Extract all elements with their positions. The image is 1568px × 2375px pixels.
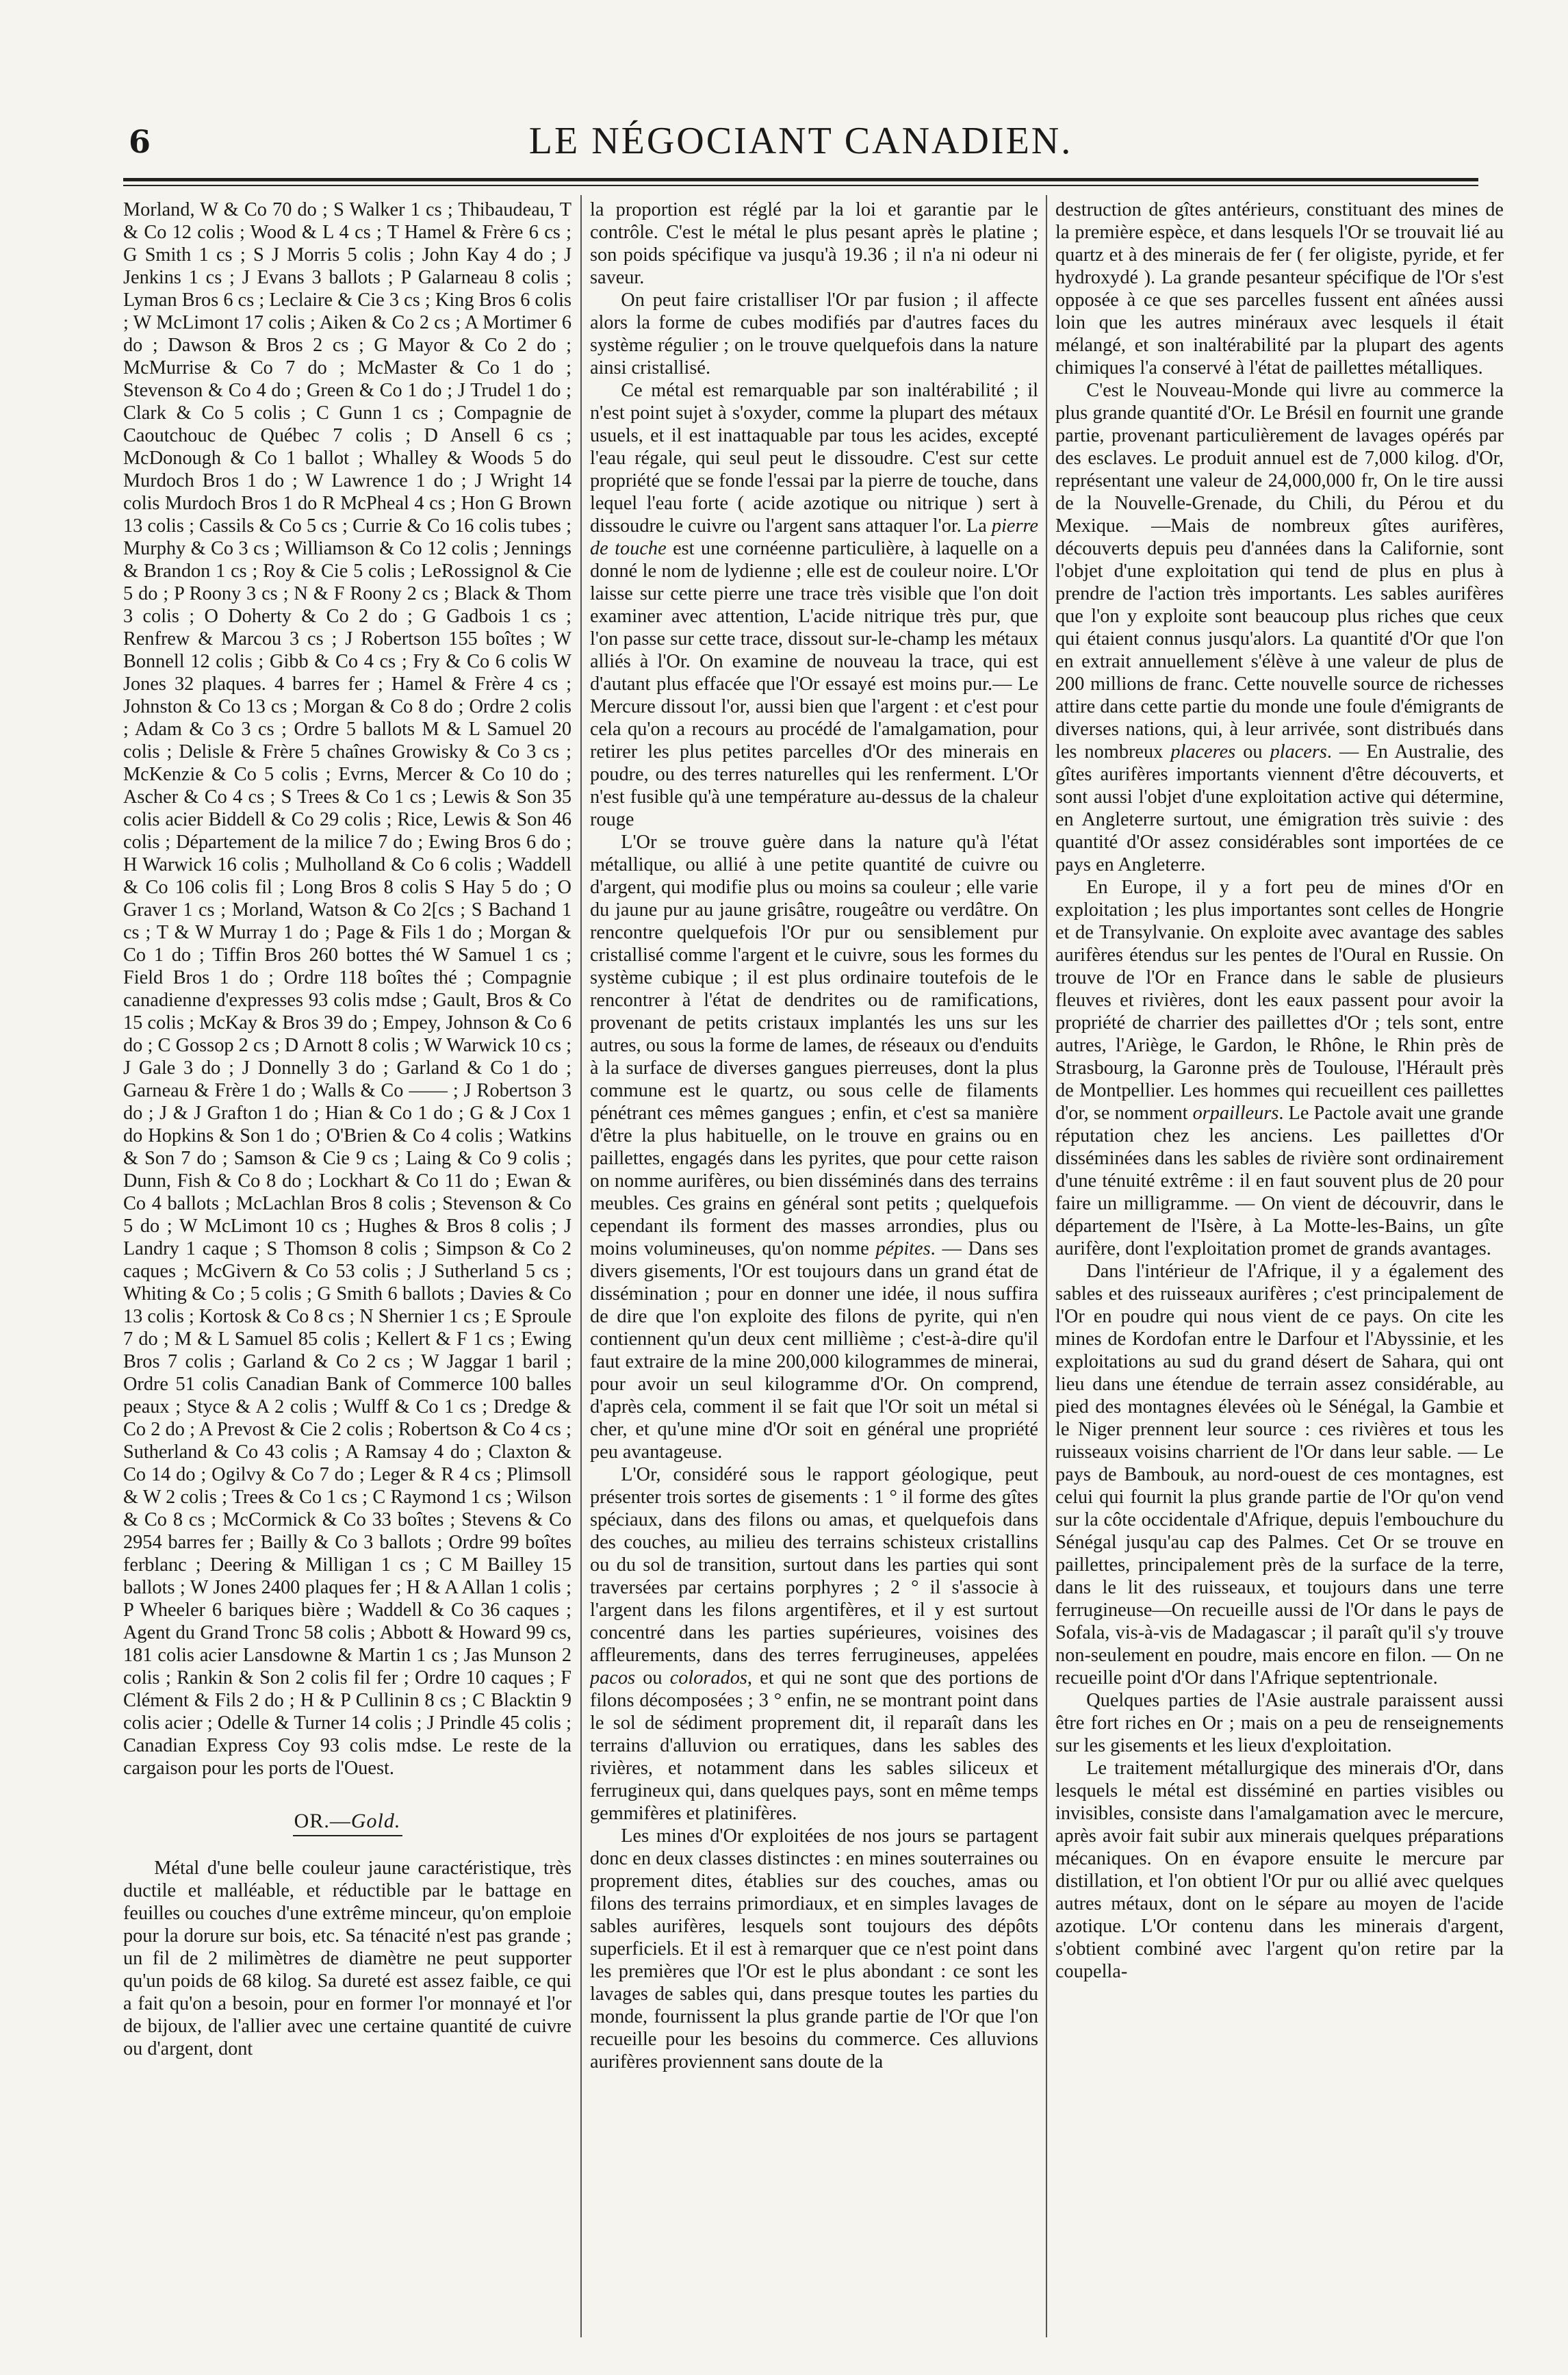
journal-title: LE NÉGOCIANT CANADIEN. — [528, 120, 1073, 162]
paragraph: L'Or se trouve guère dans la nature qu'à l'état métallique, ou allié à une petite quantité de cuivre ou d'argent, qui modifie plus ou moins sa couleur ; elle varie du jaune pur au jaune grisâtre, rougeâtre ou verdâtre. On rencontre quelquefois l'Or pur ou sensiblement pur cristallisé comme l'argent et le cuivre, sous les formes du système cubique ; il est plus ordinaire toutefois de le rencontrer à l'état de dendrites ou de ramifications, provenant de petits cristaux implantés les uns sur les autres, ou sous la forme de lames, de réseaux ou d'enduits à la surface de diverses gangues pierreuses, dont la plus commune est le quartz, ou sous celle de filaments pénétrant ces mêmes gangues ; enfin, et c'est sa manière d'être la plus habituelle, on le trouve en grains ou en paillettes, engagés dans les pyrites, que pour cette raison on nomme aurifères, ou bien disséminés dans des terrains meubles. Ces grains en général sont petits ; quelquefois cependant ils forment des masses arrondies, plus ou moins volumineuses, qu'on nomme pépites. — Dans ses divers gisements, l'Or est toujours dans un grand état de dissémination ; pour en donner une idée, il nous suffira de dire que l'on exploite des filons de pyrite, qui n'en contiennent qu'un deux cent millième ; c'est-à-dire qu'il faut extraire de la mine 200,000 kilogrammes de minerai, pour avoir un seul kilogramme d'Or. On comprend, d'après cela, comment il se fait que l'Or soit un métal si cher, et qu'une mine d'Or soit en général une propriété peu avantageuse. — [590, 832, 1038, 1463]
column-divider — [580, 195, 582, 2337]
paragraph: Dans l'intérieur de l'Afrique, il y a également des sables et des ruisseaux aurifères ; c'est principalement de l'Or en poudre qui nous vient de ce pays. On cite les mines de Kordofan entre le Darfour et l'Abyssinie, et les exploitations au sud du grand désert de Sahara, qui ont lieu dans une étendue de terrain assez considérable, au pied des montagnes élevées où le Sénégal, la Gambie et le Niger prennent leur source : ces rivières et tous les ruisseaux voisins charrient de l'Or dans leur sable. — Le pays de Bambouk, au nord-ouest de ces montagnes, est celui qui fournit la plus grande partie de l'Or qu'on vend sur la côte occidentale d'Afrique, depuis l'embouchure du Sénégal jusqu'au cap des Palmes. Cet Or se trouve en paillettes, principalement près de la surface de la terre, dans le lit des ruisseaux, et toujours dans une terre ferrugineuse—On recueille aussi de l'Or dans le pays de Sofala, vis-à-vis de Madagascar ; il paraît qu'il s'y trouve non-seulement en poudre, mais encore en filon. — On ne recueille point d'Or dans l'Afrique septentrionale. — [1055, 1261, 1504, 1689]
paragraph: Ce métal est remarquable par son inaltérabilité ; il n'est point sujet à s'oxyder, comme la plupart des métaux usuels, et il est inattaquable par tous les acides, excepté l'eau régale, qui seul peut le dissoudre. C'est sur cette propriété que se fonde l'essai par la pierre de touche, dans lequel l'eau forte ( acide azotique ou nitrique ) sert à dissoudre le cuivre ou l'argent sans attaquer l'or. La pierre de touche est une cornéenne particulière, à laquelle on a donné le nom de lydienne ; elle est de couleur noire. L'Or laisse sur cette pierre une trace très visible que l'on doit examiner avec attention, L'acide nitrique très pur, que l'on passe sur cette trace, dissout sur-le-champ les métaux alliés à l'Or. On examine de nouveau la trace, qui est d'autant plus effacée que l'Or essayé est moins pur.— Le Mercure dissout l'or, aussi bien que l'argent : et c'est pour cela qu'on a recours au procédé de l'amalgamation, pour retirer les plus petites parcelles d'Or des minerais en poudre, ou des terres naturelles qui les renferment. L'Or n'est fusible qu'à une température au-dessus de la chaleur rouge — [590, 380, 1038, 830]
paragraph: Quelques parties de l'Asie australe paraissent aussi être fort riches en Or ; mais on a peu de renseignements sur les gisements et les lieux d'exploitation. — [1055, 1690, 1504, 1756]
column-1 — [123, 198, 571, 2334]
italic-term: pépites — [875, 1238, 931, 1259]
section-heading — [123, 1810, 571, 1836]
italic-term: pierre de touche — [590, 515, 1038, 559]
paragraph: En Europe, il y a fort peu de mines d'Or en exploitation ; les plus importantes sont celles de Hongrie et de Transylvanie. On exploite avec avantage des sables aurifères étendus sur les pentes de l'Oural en Russie. On trouve de l'Or en France dans le sable de plusieurs fleuves et rivières, dont les eaux passent pour avoir la propriété de charrier des paillettes d'Or ; tels sont, entre autres, l'Ariège, le Gardon, le Rhône, le Rhin près de Strasbourg, la Garonne près de Toulouse, l'Hérault près de Montpellier. Les hommes qui recueillent ces paillettes d'or, se nomment orpailleurs. Le Pactole avait une grande réputation chez les anciens. Les paillettes d'Or disséminées dans les sables de rivière sont ordinairement d'une ténuité extrême : il en faut souvent plus de 20 pour faire un milligramme. — On vient de découvrir, dans le département de l'Isère, à La Motte-les-Bains, un gîte aurifère, dont l'exploitation promet de grands avantages. — [1055, 877, 1504, 1259]
section-title-english: Gold. — [350, 1810, 401, 1832]
heading-rule — [293, 1835, 402, 1836]
page-number: 6 — [129, 123, 151, 160]
column-3 — [1055, 198, 1504, 2334]
cargo-list: Morland, W & Co 70 do ; S Walker 1 cs ; Thibaudeau, T & Co 12 colis ; Wood & L 4 cs ; T Hamel & Frère 6 cs ; G Smith 1 cs ; S J Morris 5 colis ; John Kay 4 do ; J Jenkins 1 cs ; J Evans 3 ballots ; P Galarneau 8 colis ; Lyman Bros 6 cs ; Leclaire & Cie 3 cs ; King Bros 6 colis ; W McLimont 17 colis ; Aiken & Co 2 cs ; A Mortimer 6 do ; Dawson & Bros 2 cs ; G Mayor & Co 2 do ; McMurrise & Co 7 do ; McMaster & Co 1 do ; Stevenson & Co 4 do ; Green & Co 1 do ; J Trudel 1 do ; Clark & Co 5 colis ; C Gunn 1 cs ; Compagnie de Caoutchouc de Québec 7 colis ; D Ansell 6 cs ; McDonough & Co 1 ballot ; Whalley & Woods 5 do Murdoch Bros 1 do ; W Lawrence 1 do ; J Wright 14 colis Murdoch Bros 1 do R McPheal 4 cs ; Hon G Brown 13 colis ; Cassils & Co 5 cs ; Currie & Co 16 colis tubes ; Murphy & Co 3 cs ; Williamson & Co 12 colis ; Jennings & Brandon 1 cs ; Roy & Cie 5 colis ; LeRossignol & Cie 5 do ; P Roony 3 cs ; N & F Roony 2 cs ; Black & Thom 3 colis ; O Doherty & Co 2 do ; G Gadbois 1 cs ; Renfrew & Marcou 3 cs ; J Robertson 155 boîtes ; W Bonnell 12 colis ; Gibb & Co 4 cs ; Fry & Co 6 colis W Jones 32 plaques. 4 barres fer ; Hamel & Frère 4 cs ; Johnston & Co 13 cs ; Morgan & Co 8 do ; Ordre 2 colis ; Adam & Co 3 cs ; Ordre 5 ballots M & L Samuel 20 colis ; Delisle & Frère 5 chaînes Growisky & Co 3 cs ; McKenzie & Co 5 colis ; Evrns, Mercer & Co 10 do ; Ascher & Co 4 cs ; S Trees & Co 1 cs ; Lewis & Son 35 colis acier Biddell & Co 29 colis ; Rice, Lewis & Son 46 colis ; Département de la milice 7 do ; Ewing Bros 6 do ; H Warwick 16 colis ; Mulholland & Co 6 colis ; Waddell & Co 106 colis fil ; Long Bros 8 colis S Hay 5 do ; O Graver 1 cs ; Morland, Watson & Co 2[cs ; S Bachand 1 cs ; T & W Murray 1 do ; Page & Fils 1 do ; Morgan & Co 1 do ; Tiffin Bros 260 bottes thé W Samuel 1 cs ; Field Bros 1 do ; Ordre 118 boîtes thé ; Compagnie canadienne d'expresses 93 colis mdse ; Gault, Bros & Co 15 colis ; McKay & Bros 39 do ; Empey, Johnson & Co 6 do ; C Gossop 2 cs ; D Arnott 8 colis ; W Warwick 10 cs ; J Gale 3 do ; J Donnelly 3 do ; Garland & Co 1 do ; Garneau & Frère 1 do ; Walls & Co —— ; J Robertson 3 do ; J & J Grafton 1 do ; Hian & Co 1 do ; G & J Cox 1 do Hopkins & Son 1 do ; O'Brien & Co 4 colis ; Watkins & Son 7 do ; Samson & Cie 9 cs ; Laing & Co 9 colis ; Dunn, Fish & Co 8 do ; Lockhart & Co 11 do ; Ewan & Co 4 ballots ; McLachlan Bros 8 colis ; Stevenson & Co 5 do ; W McLimont 10 cs ; Hughes & Bros 8 colis ; J Landry 1 caque ; S Thomson 8 colis ; Simpson & Co 2 caques ; McGivern & Co 53 colis ; J Sutherland 5 cs ; Whiting & Co ; 5 colis ; G Smith 6 ballots ; Davies & Co 13 colis ; Kortosk & Co 8 cs ; N Shernier 1 cs ; E Sproule 7 do ; M & L Samuel 85 colis ; Kellert & F 1 cs ; Ewing Bros 7 colis ; Garland & Co 2 cs ; W Jaggar 1 baril ; Ordre 51 colis Canadian Bank of Commerce 100 balles peaux ; Styce & A 2 colis ; Wulff & Co 1 cs ; Dredge & Co 2 do ; A Prevost & Cie 2 colis ; Robertson & Co 4 cs ; Sutherland & Co 43 colis ; A Ramsay 4 do ; Claxton & Co 14 do ; Ogilvy & Co 7 do ; Leger & R 4 cs ; Plimsoll & W 2 colis ; Trees & Co 1 cs ; C Raymond 1 cs ; Wilson & Co 8 cs ; McCormick & Co 33 boîtes ; Stevens & Co 2954 barres fer ; Bailly & Co 3 ballots ; Ordre 99 boîtes ferblanc ; Deering & Milligan 1 cs ; C M Bailley 15 ballots ; W Jones 2400 plaques fer ; H & A Allan 1 colis ; P Wheeler 6 bariques bière ; Waddell & Co 36 caques ; Agent du Grand Tronc 58 colis ; Abbott & Howard 99 cs, 181 colis acier Lansdowne & Martin 1 cs ; Jas Munson 2 colis ; Rankin & Son 2 colis fil fer ; Ordre 10 caques ; F Clément & Fils 2 do ; H & P Cullinin 8 cs ; C Blacktin 9 colis acier ; Odelle & Turner 14 colis ; J Prindle 45 colis ; Canadian Express Coy 93 colis mdse. Le reste de la cargaison pour les ports de l'Ouest. — [123, 199, 571, 1779]
italic-term: pacos — [590, 1667, 636, 1689]
masthead — [123, 116, 1478, 172]
paragraph: L'Or, considéré sous le rapport géologique, peut présenter trois sortes de gisements : 1 ° il forme des gîtes spéciaux, dans des filons ou amas, et quelquefois dans des couches, au milieu des terrains schisteux cristallins ou du sol de transition, surtout dans les parties qui sont traversées par certains porphyres ; 2 ° il s'associe à l'argent dans les filons argentifères, et il y est surtout concentré dans les parties supérieures, voisines des affleurements, dans des terres ferrugineuses, appelées pacos ou colorados, et qui ne sont que des portions de filons décomposées ; 3 ° enfin, ne se montrant point dans le sol de sédiment proprement dit, il reparaît dans les terrains d'alluvion ou erratiques, dans les sables des rivières, et notamment dans les sables siliceux et ferrugineux qui, dans quelques pays, sont en même temps gemmifères et platinifères. — [590, 1464, 1038, 1824]
column-divider — [1046, 195, 1047, 2337]
italic-term: orpailleurs — [1192, 1103, 1279, 1124]
italic-term: placers — [1270, 741, 1327, 762]
paragraph: la proportion est réglé par la loi et garantie par le contrôle. C'est le métal le plus pesant après le platine ; son poids spécifique va jusqu'à 19.36 ; il n'a ni odeur ni saveur. — [590, 199, 1038, 288]
paragraph: Les mines d'Or exploitées de nos jours se partagent donc en deux classes distinctes : en mines souterraines ou proprement dites, établies sur des couches, amas ou filons des terrains primordiaux, et en simples lavages de sables aurifères, lesquels sont toujours des dépôts superficiels. Et il est à remarquer que ce n'est point dans les premières que l'Or est le plus abondant : ce sont les lavages de sables qui, dans presque toutes les parties du monde, fournissent la plus grande partie de l'Or que l'on recueille pour les besoins du commerce. Ces alluvions aurifères proviennent sans doute de la — [590, 1825, 1038, 2072]
paragraph: On peut faire cristalliser l'Or par fusion ; il affecte alors la forme de cubes modifiés par d'autres faces du système régulier ; on le trouve quelquefois dans la nature ainsi cristallisé. — [590, 290, 1038, 378]
paragraph: Métal d'une belle couleur jaune caractéristique, très ductile et malléable, et réductible par le battage en feuilles ou couches d'une extrême minceur, qu'on emploie pour la dorure sur bois, etc. Sa ténacité n'est pas grande ; un fil de 2 milimètres de diamètre ne peut supporter qu'un poids de 68 kilog. Sa dureté est assez faible, ce qui a fait qu'on a besoin, pour en former l'or monnayé et l'or de bijoux, de l'allier avec une certaine quantité de cuivre ou d'argent, dont — [123, 1858, 571, 2059]
italic-term: colorados — [669, 1667, 747, 1689]
masthead-rule — [123, 178, 1478, 181]
paragraph: Le traitement métallurgique des minerais d'Or, dans lesquels le métal est disséminé en parties visibles ou invisibles, consiste dans l'amalgamation avec le mercure, après avoir fait subir aux minerais quelques préparations mécaniques. On en évapore ensuite le mercure par distillation, et l'on obtient l'Or pur ou allié avec quelques autres métaux, dont on le sépare au moyen de l'acide azotique. L'Or contenu dans les minerais d'argent, s'obtient combiné avec l'argent qu'on retire par la coupella- — [1055, 1758, 1504, 1982]
column-2 — [590, 198, 1038, 2334]
section-title: OR.— — [294, 1810, 351, 1832]
italic-term: placeres — [1170, 741, 1236, 762]
paragraph: C'est le Nouveau-Monde qui livre au commerce la plus grande quantité d'Or. Le Brésil en fournit une grande partie, provenant particulièrement de lavages opérés par des esclaves. Le produit annuel est de 7,000 kilog. d'Or, représentant une valeur de 24,000,000 fr, On le tire aussi de la Nouvelle-Grenade, du Chili, du Pérou et du Mexique. —Mais de nombreux gîtes aurifères, découverts depuis peu d'années dans la Californie, sont l'objet d'une exploitation qui tend de plus en plus à prendre de l'action très importants. Les sables aurifères que l'on y exploite sont beaucoup plus riches que ceux qui étaient connus jusqu'alors. La quantité d'Or que l'on en extrait annuellement s'élève à une valeur de plus de 200 millions de franc. Cette nouvelle source de richesses attire dans cette partie du monde une foule d'émigrants de diverses nations, qui, à leur arrivée, sont distribués dans les nombreux placeres ou placers. — En Australie, des gîtes aurifères importants viennent d'être découverts, et sont aussi l'objet d'une exploitation active qui détermine, en Angleterre surtout, une émigration très suivie : des quantité d'Or assez considérables sont importées de ce pays en Angleterre. — [1055, 380, 1504, 875]
masthead-rule-thin — [123, 185, 1478, 186]
paragraph: destruction de gîtes antérieurs, constituant des mines de la première espèce, et dans lesquels l'Or se trouvait lié au quartz et à des minerais de fer ( fer oligiste, pyride, et fer hydroxydé ). La grande pesanteur spécifique de l'Or s'est opposée à ce que ses parcelles fussent ent aînées aussi loin que les autres minéraux avec lesquels il était mélangé, et son inaltérabilité par la plupart des agents chimiques l'a conservé à l'état de paillettes métalliques. — [1055, 199, 1504, 378]
